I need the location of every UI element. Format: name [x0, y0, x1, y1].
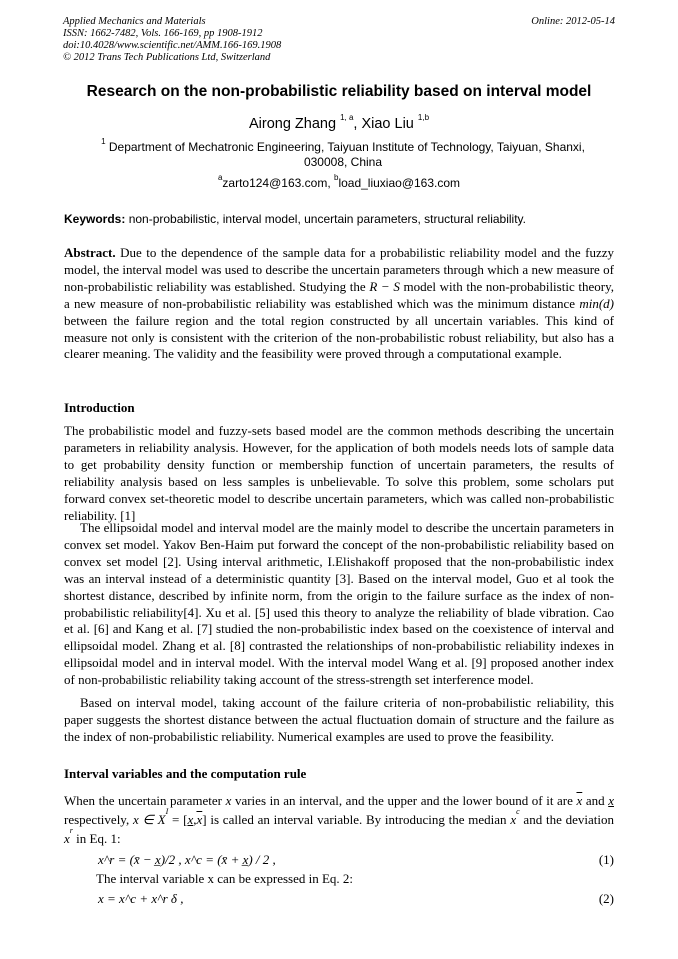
equation-2-body: x = x^c + x^r δ ,: [98, 891, 184, 906]
introduction-heading: Introduction: [64, 400, 135, 415]
x-lower-bound: x: [608, 793, 614, 808]
author-1-sup: 1, a: [340, 113, 354, 122]
equation-1-body: x^r = (x̄ − x̲)/2 , x^c = (x̄ + x̲) / 2 ,: [98, 852, 276, 867]
journal-header: [63, 16, 615, 64]
interval-section-heading: Interval variables and the computation rule: [64, 766, 307, 781]
equation-2-intro-text: The interval variable x can be expressed in Eq. 2:: [96, 871, 354, 886]
equation-1-number: (1): [598, 852, 614, 867]
author-line: [0, 113, 678, 132]
author-1: Airong Zhang: [248, 116, 337, 132]
abstract: [64, 245, 614, 363]
bracket-lower: x: [187, 812, 194, 827]
bracket-comma: ,: [193, 812, 197, 827]
email-b-sup: b: [333, 173, 339, 182]
keywords-text: non-probabilistic, interval model, uncertain parameters, structural reliability.: [125, 212, 526, 226]
keywords-label: Keywords:: [64, 212, 126, 226]
equals-bracket: = [: [168, 812, 188, 827]
affiliation-line-2: 030008, China: [303, 155, 383, 169]
affiliation-sup: 1: [101, 137, 106, 146]
x-upper-bound: $\overline{x}$: [576, 793, 583, 808]
abstract-label: Abstract.: [64, 245, 116, 260]
email-a-sup: a: [217, 173, 223, 182]
affiliation: [78, 137, 608, 170]
interval-text-6: and the: [519, 812, 562, 827]
paper-title: Research on the non-probabilistic reliability based on interval model: [86, 83, 592, 100]
journal-name: Applied Mechanics and Materials: [63, 16, 206, 27]
deviation-symbol: x: [64, 831, 70, 846]
interval-text-3: and: [585, 793, 609, 808]
interval-text-2: varies in an interval, and the upper and the lower bound of it are: [231, 793, 577, 808]
email-line: [0, 173, 678, 190]
equation-2-number: (2): [598, 891, 614, 906]
intro-paragraph-2: The ellipsoidal model and interval model are the mainly model to describe the uncertain parameters in convex set model. Yakov Ben-Haim put forward the concept of the non-probabilistic reliability based on convex set model [2]. Using interval arithmetic, I.Elishakoff proposed that the non-probabilistic index was an interval instead of a deterministic quantity [3]. Based on the interval model, Guo et al took the shortest distance, described by infinite norm, from the origin to the failure surface as the index of non-probabilistic reliability[4]. Xu et al. [5] used this theory to analyze the reliability of blade vibration. Cao et al. [6] and Kang et al. [7] studied the non-probabilistic index based on the coexistence of interval and ellipsoidal model. Zhang et al. [8] contrasted the relationships of non-probabilistic reliability indexes in ellipsoidal model and in interval model. With the interval model Wang et al. [9] proposed another index of non-probabilistic reliability taking account of the stress-strength set interference model.: [64, 520, 614, 688]
deviation-sup: r: [69, 826, 73, 835]
equation-2: [64, 891, 614, 907]
author-2-sup: 1,b: [417, 113, 430, 122]
set-superscript: I: [165, 807, 169, 816]
bracket-close: ]: [202, 812, 207, 827]
affiliation-line-1: Department of Mechatronic Engineering, Taiyuan Institute of Technology, Taiyuan, Shanxi,: [105, 140, 585, 154]
abstract-text-1: Due to the dependence of the sample data for a probabilistic reliability model and the fuzzy model, the interval model was used to describe the uncertain parameters through which a new measure of non-probabilistic reliability was established. Studying the: [64, 245, 614, 294]
online-date: Online: 2012-05-14: [531, 16, 615, 27]
equation-2-intro: [64, 871, 614, 887]
bracket-upper: $\overline{x}$: [196, 812, 203, 827]
rs-symbol: R − S: [369, 278, 400, 294]
interval-text-8: in Eq. 1:: [72, 831, 121, 846]
interval-text-7: deviation: [565, 812, 615, 827]
equation-1: [64, 852, 614, 868]
interval-text-5: is called an interval variable. By introducing the median: [206, 812, 511, 827]
intro-paragraph-1: The probabilistic model and fuzzy-sets based model are the common methods describing the uncertain parameters in reliability analysis. However, for the application of both models needs lots of sample data to get probability density function or membership function of uncertain parameters, the results of reliability analysis based on less samples is unbelievable. To solve this problem, some scholars put forward convex set-theoretic model to describe uncertain parameters, which was called non-probabilistic reliability. [1]: [64, 423, 614, 523]
author-2: Xiao Liu: [361, 116, 414, 132]
copyright-line: © 2012 Trans Tech Publications Ltd, Switzerland: [63, 52, 271, 63]
interval-text-4: respectively,: [64, 812, 133, 827]
interval-paragraph: [64, 791, 614, 848]
intro-paragraph-3: Based on interval model, taking account of the failure criteria of non-probabilistic reliability, this paper suggests the shortest distance between the actual fluctuation domain of structure and the failure as the index of non-probabilistic reliability. Numerical examples are used to prove the feasibility.: [64, 695, 614, 744]
email-b[interactable]: load_liuxiao@163.com: [338, 176, 461, 190]
x-in-set: x ∈ X: [132, 812, 166, 827]
author-separator: ,: [353, 116, 362, 132]
issn-line: ISSN: 1662-7482, Vols. 166-169, pp 1908-1912: [63, 28, 263, 39]
x-symbol: x: [225, 793, 232, 808]
abstract-text-3: between the failure region and the total region constructed by all uncertain variables. This kind of measure not only is consistent with the criterion of the non-probabilistic robust reliability, but also has a clearer meaning. The validity and the feasibility were proved through a computational example.: [64, 312, 614, 362]
median-sup: c: [516, 807, 520, 816]
email-a[interactable]: zarto124@163.com,: [222, 176, 334, 190]
abstract-text-2: model with the non-probabilistic theory, a new measure of non-probabilistic reliability was established which was the minimum distance: [64, 278, 614, 311]
interval-text-1: When the uncertain parameter: [64, 793, 226, 808]
median-symbol: x: [510, 812, 517, 827]
min-d-symbol: min(d): [579, 295, 614, 311]
doi-line: doi:10.4028/www.scientific.net/AMM.166-169.1908: [63, 40, 282, 51]
keywords: [64, 212, 616, 226]
